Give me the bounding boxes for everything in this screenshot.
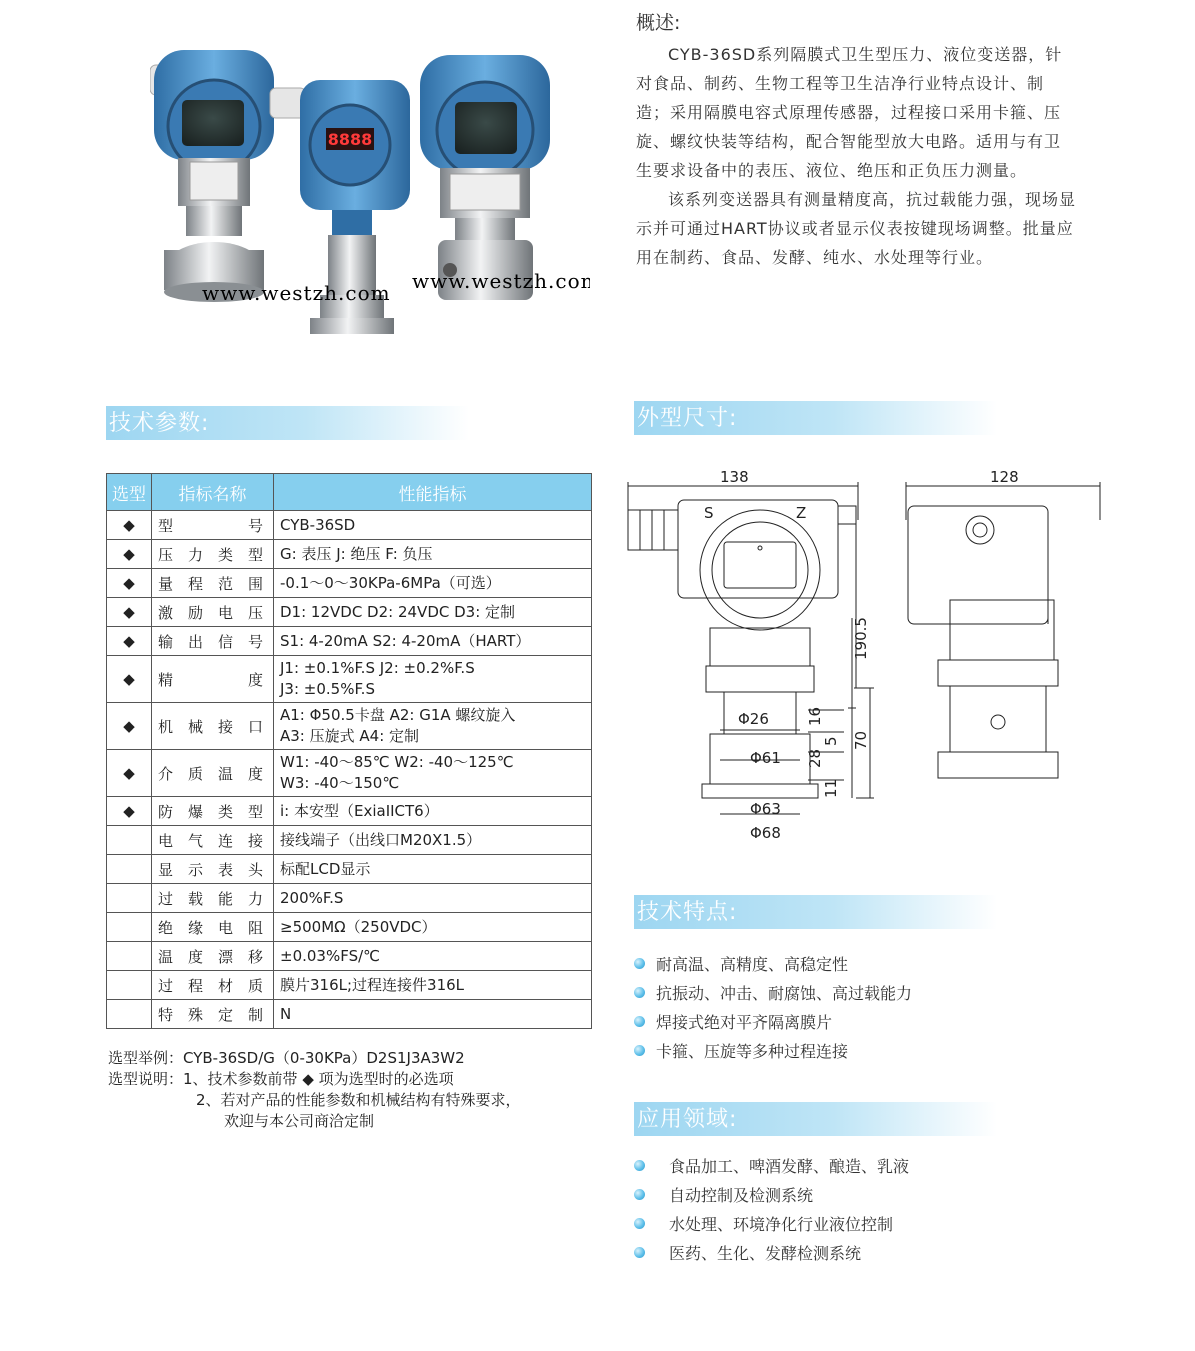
left-transmitter bbox=[150, 50, 274, 302]
dim-28: 28 bbox=[806, 748, 824, 768]
param-name bbox=[152, 656, 274, 703]
param-value-line: W1: -40～85℃ W2: -40～125℃ bbox=[280, 753, 514, 771]
param-name-text: 压 力 类 型 bbox=[158, 545, 263, 564]
bullet-icon bbox=[634, 958, 645, 969]
param-value bbox=[274, 656, 592, 703]
select-mark: ◆ bbox=[107, 540, 152, 569]
param-value bbox=[274, 913, 592, 942]
param-value-line: 200%F.S bbox=[280, 888, 344, 907]
col-header-value: 性能指标 bbox=[274, 474, 592, 511]
param-value-line: 接线端子（出线口M20X1.5） bbox=[280, 830, 482, 849]
param-name bbox=[152, 884, 274, 913]
dim-5: 5 bbox=[822, 736, 840, 746]
param-value bbox=[274, 826, 592, 855]
param-value-line: J1: ±0.1%F.S J2: ±0.2%F.S bbox=[280, 659, 475, 677]
param-name-text: 温 度 漂 移 bbox=[158, 947, 263, 966]
select-mark bbox=[107, 855, 152, 884]
select-mark bbox=[107, 884, 152, 913]
note-example: 选型举例：CYB-36SD/G（0-30KPa）D2S1J3A3W2 bbox=[108, 1049, 465, 1067]
select-mark bbox=[107, 971, 152, 1000]
bullet-icon bbox=[634, 1016, 645, 1027]
table-row bbox=[107, 703, 592, 750]
table-row bbox=[107, 884, 592, 913]
param-name bbox=[152, 750, 274, 797]
applications-header: 应用领域: bbox=[634, 1102, 997, 1136]
col-header-select: 选型 bbox=[107, 474, 152, 511]
dim-70: 70 bbox=[852, 730, 870, 750]
dim-s: S bbox=[704, 504, 714, 522]
table-row bbox=[107, 942, 592, 971]
dim-phi26: Φ26 bbox=[738, 710, 769, 728]
param-name bbox=[152, 855, 274, 884]
param-value bbox=[274, 855, 592, 884]
param-name-text: 机 械 接 口 bbox=[158, 717, 263, 736]
param-name-text: 防 爆 类 型 bbox=[158, 802, 263, 821]
param-value-line-2: W3: -40～150℃ bbox=[280, 774, 400, 792]
param-value bbox=[274, 942, 592, 971]
feature-item bbox=[634, 978, 912, 1007]
param-name-text: 型 号 bbox=[158, 516, 263, 535]
param-value-line: A1: Φ50.5卡盘 A2: G1A 螺纹旋入 bbox=[280, 706, 516, 724]
param-name bbox=[152, 569, 274, 598]
table-row bbox=[107, 797, 592, 826]
note-explain-1: 选型说明：1、技术参数前带 ◆ 项为选型时的必选项 bbox=[108, 1070, 454, 1088]
bullet-icon bbox=[634, 1045, 645, 1056]
dim-phi63: Φ63 bbox=[750, 800, 781, 818]
param-value-line-2: A3: 压旋式 A4: 定制 bbox=[280, 727, 420, 745]
param-name bbox=[152, 942, 274, 971]
param-value-line: -0.1～0～30KPa-6MPa（可选） bbox=[280, 573, 501, 592]
feature-text: 焊接式绝对平齐隔离膜片 bbox=[656, 1013, 833, 1032]
watermark-left: www.westzh.com bbox=[202, 281, 391, 305]
param-name-text: 精 度 bbox=[158, 670, 263, 689]
param-value bbox=[274, 797, 592, 826]
param-name-text: 过 载 能 力 bbox=[158, 889, 263, 908]
application-text: 水处理、环境净化行业液位控制 bbox=[669, 1215, 894, 1234]
note-explain-2: 2、若对产品的性能参数和机械结构有特殊要求， bbox=[196, 1091, 521, 1109]
param-value-line: S1: 4-20mA S2: 4-20mA（HART） bbox=[280, 631, 531, 650]
watermark-right: www.westzh.com bbox=[412, 269, 590, 293]
tech-params-table bbox=[106, 473, 592, 1029]
param-value-line: CYB-36SD bbox=[280, 515, 356, 534]
overview-paragraph-2: 该系列变送器具有测量精度高，抗过载能力强，现场显示并可通过HART协议或者显示仪表按键现场调整。批量应用在制药、食品、发酵、纯水、水处理等行业。 bbox=[636, 190, 1077, 267]
bullet-icon bbox=[634, 1247, 645, 1258]
param-name bbox=[152, 826, 274, 855]
param-value bbox=[274, 1000, 592, 1029]
col-header-name: 指标名称 bbox=[152, 474, 274, 511]
application-item bbox=[634, 1238, 909, 1267]
dim-phi68: Φ68 bbox=[750, 824, 781, 842]
table-row bbox=[107, 627, 592, 656]
feature-item bbox=[634, 1036, 912, 1065]
table-row bbox=[107, 913, 592, 942]
param-value bbox=[274, 627, 592, 656]
param-name-text: 显 示 表 头 bbox=[158, 860, 263, 879]
param-name bbox=[152, 703, 274, 750]
dimension-drawing bbox=[620, 460, 1110, 850]
overview-paragraph-1: CYB-36SD系列隔膜式卫生型压力、液位变送器，针对食品、制药、生物工程等卫生洁净行业特点设计、制造；采用隔膜电容式原理传感器，过程接口采用卡箍、压旋、螺纹快装等结构，配合智能型放大电路。适用与有卫生要求设备中的表压、液位、绝压和正负压力测量。 bbox=[636, 45, 1063, 180]
led-readout: 8888 bbox=[327, 130, 373, 149]
application-text: 自动控制及检测系统 bbox=[669, 1186, 814, 1205]
param-value bbox=[274, 750, 592, 797]
param-value-line: 膜片316L;过程连接件316L bbox=[280, 975, 465, 994]
param-name bbox=[152, 511, 274, 540]
application-text: 食品加工、啤酒发酵、酿造、乳液 bbox=[669, 1157, 910, 1176]
param-name-text: 输 出 信 号 bbox=[158, 632, 263, 651]
param-name bbox=[152, 598, 274, 627]
feature-text: 抗振动、冲击、耐腐蚀、高过载能力 bbox=[656, 984, 913, 1003]
feature-item bbox=[634, 1007, 912, 1036]
overview-title: 概述: bbox=[636, 12, 681, 34]
overview-body bbox=[636, 40, 1076, 272]
param-value-line: D1: 12VDC D2: 24VDC D3: 定制 bbox=[280, 602, 516, 621]
param-value bbox=[274, 511, 592, 540]
param-value-line: ±0.03%FS/℃ bbox=[280, 946, 381, 965]
bullet-icon bbox=[634, 1189, 645, 1200]
param-name-text: 量 程 范 围 bbox=[158, 574, 263, 593]
param-value bbox=[274, 540, 592, 569]
bullet-icon bbox=[634, 1160, 645, 1171]
param-value-line: i: 本安型（ExiaIICT6） bbox=[280, 801, 439, 820]
dim-11: 11 bbox=[822, 778, 840, 798]
table-row bbox=[107, 598, 592, 627]
application-item bbox=[634, 1209, 909, 1238]
application-text: 医药、生化、发酵检测系统 bbox=[669, 1244, 862, 1263]
select-mark: ◆ bbox=[107, 511, 152, 540]
param-name bbox=[152, 797, 274, 826]
note-explain-3: 欢迎与本公司商洽定制 bbox=[224, 1112, 375, 1130]
product-photo bbox=[150, 30, 590, 345]
param-value bbox=[274, 884, 592, 913]
select-mark: ◆ bbox=[107, 750, 152, 797]
param-value-line-2: J3: ±0.5%F.S bbox=[280, 680, 375, 698]
param-name bbox=[152, 971, 274, 1000]
table-row bbox=[107, 1000, 592, 1029]
tech-params-header: 技术参数: bbox=[106, 406, 469, 440]
param-value bbox=[274, 971, 592, 1000]
table-header-row bbox=[107, 474, 592, 511]
select-mark: ◆ bbox=[107, 569, 152, 598]
feature-text: 耐高温、高精度、高稳定性 bbox=[656, 955, 849, 974]
param-name bbox=[152, 627, 274, 656]
bullet-icon bbox=[634, 987, 645, 998]
table-row bbox=[107, 855, 592, 884]
features-list bbox=[634, 949, 912, 1065]
select-mark: ◆ bbox=[107, 627, 152, 656]
dim-16: 16 bbox=[806, 706, 824, 726]
param-value-line: 标配LCD显示 bbox=[280, 859, 371, 878]
select-mark: ◆ bbox=[107, 598, 152, 627]
param-name-text: 过 程 材 质 bbox=[158, 976, 263, 995]
param-name-text: 特 殊 定 制 bbox=[158, 1005, 263, 1024]
param-name bbox=[152, 1000, 274, 1029]
param-value bbox=[274, 703, 592, 750]
dim-128: 128 bbox=[990, 468, 1019, 486]
table-row bbox=[107, 826, 592, 855]
param-name bbox=[152, 540, 274, 569]
table-row bbox=[107, 569, 592, 598]
select-mark: ◆ bbox=[107, 797, 152, 826]
application-item bbox=[634, 1151, 909, 1180]
applications-list bbox=[634, 1151, 909, 1267]
selection-notes bbox=[108, 1048, 521, 1132]
param-name-text: 介 质 温 度 bbox=[158, 764, 263, 783]
right-transmitter bbox=[420, 55, 550, 300]
dim-190-5: 190.5 bbox=[852, 617, 870, 660]
param-name-text: 电 气 连 接 bbox=[158, 831, 263, 850]
table-row bbox=[107, 750, 592, 797]
bullet-icon bbox=[634, 1218, 645, 1229]
param-value bbox=[274, 598, 592, 627]
features-header: 技术特点: bbox=[634, 895, 997, 929]
dimensions-header: 外型尺寸: bbox=[634, 401, 997, 435]
table-row bbox=[107, 656, 592, 703]
dim-138: 138 bbox=[720, 468, 749, 486]
param-name-text: 激 励 电 压 bbox=[158, 603, 263, 622]
param-value bbox=[274, 569, 592, 598]
param-value-line: N bbox=[280, 1004, 292, 1023]
table-row bbox=[107, 511, 592, 540]
application-item bbox=[634, 1180, 909, 1209]
table-row bbox=[107, 540, 592, 569]
select-mark bbox=[107, 1000, 152, 1029]
select-mark bbox=[107, 942, 152, 971]
feature-item bbox=[634, 949, 912, 978]
param-name bbox=[152, 913, 274, 942]
param-value-line: G: 表压 J: 绝压 F: 负压 bbox=[280, 544, 433, 563]
dim-phi61: Φ61 bbox=[750, 749, 781, 767]
side-view bbox=[906, 482, 1100, 778]
param-value-line: ≥500MΩ（250VDC） bbox=[280, 917, 437, 936]
select-mark bbox=[107, 826, 152, 855]
param-name-text: 绝 缘 电 阻 bbox=[158, 918, 263, 937]
select-mark: ◆ bbox=[107, 656, 152, 703]
table-row bbox=[107, 971, 592, 1000]
feature-text: 卡箍、压旋等多种过程连接 bbox=[656, 1042, 849, 1061]
select-mark: ◆ bbox=[107, 703, 152, 750]
dim-z: Z bbox=[796, 504, 807, 522]
select-mark bbox=[107, 913, 152, 942]
